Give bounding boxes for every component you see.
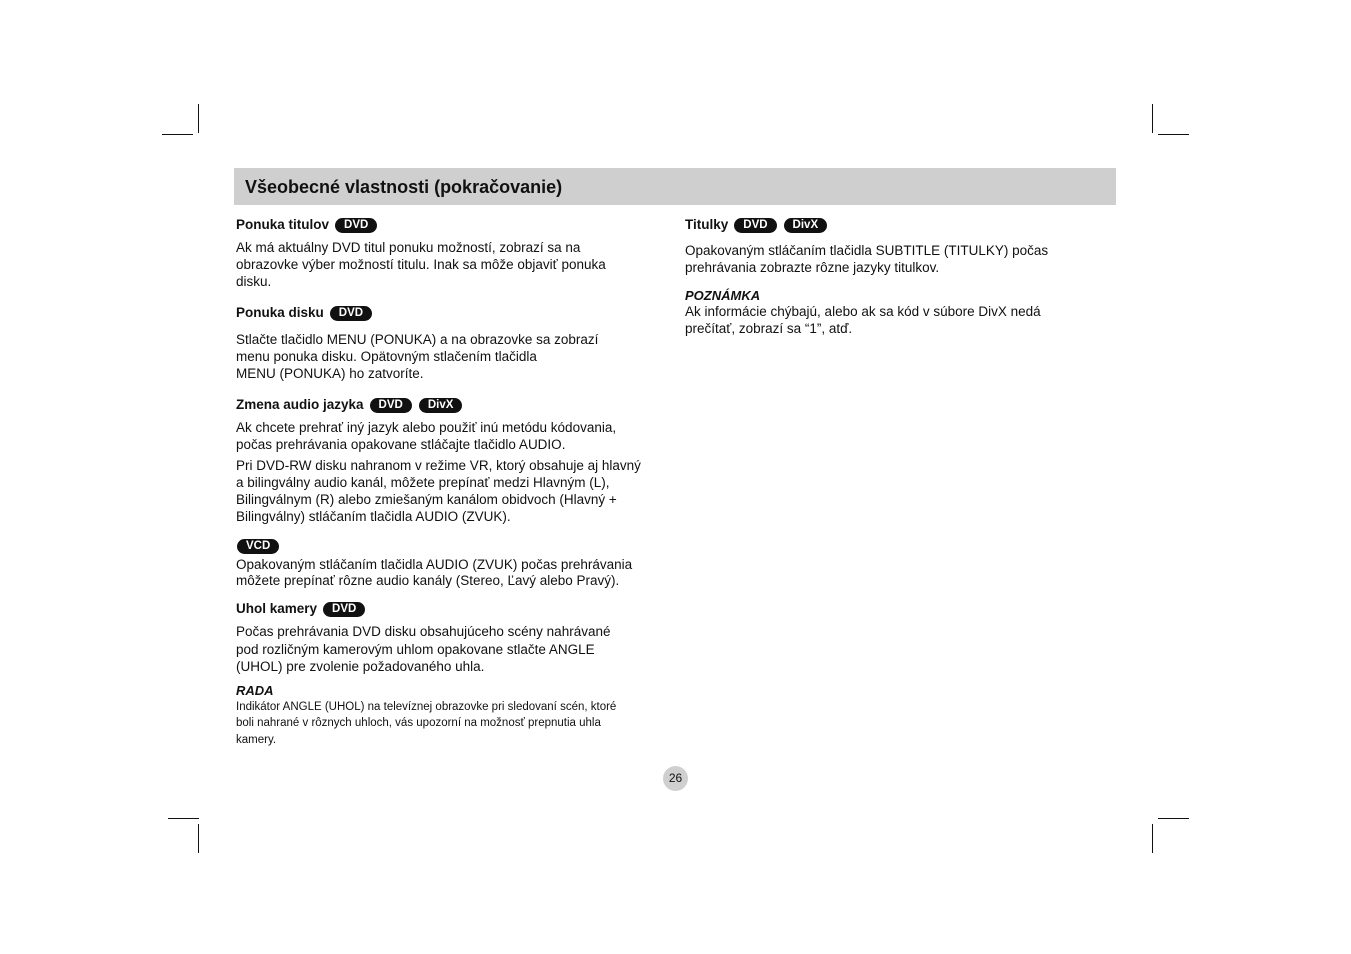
tip-text bbox=[236, 699, 668, 749]
page-title: Všeobecné vlastnosti (pokračovanie) bbox=[245, 177, 563, 197]
section-heading bbox=[236, 600, 668, 618]
body-line: MENU (PONUKA) ho zatvoríte. bbox=[236, 366, 424, 381]
section-heading bbox=[236, 396, 668, 414]
body-line: môžete prepínať rôzne audio kanály (Stereo, Ľavý alebo Pravý). bbox=[236, 572, 620, 588]
body-line: obrazovke výber možností titulu. Inak sa môže objaviť ponuka bbox=[236, 257, 606, 272]
divx-badge: DivX bbox=[784, 218, 828, 233]
body-line: Ak chcete prehrať iný jazyk alebo použiť inú metódu kódovania, bbox=[236, 420, 617, 435]
note-line: Ak informácie chýbajú, alebo ak sa kód v súbore DivX nedá bbox=[685, 304, 1041, 319]
body-line: Bilingválny) stláčaním tlačidla AUDIO (ZVUK). bbox=[236, 509, 511, 524]
body-text bbox=[236, 457, 668, 525]
tip-line: Indikátor ANGLE (UHOL) na televíznej obrazovke pri sledovaní scén, ktoré bbox=[236, 700, 617, 713]
tip-title: RADA bbox=[236, 682, 274, 698]
body-text bbox=[685, 242, 1085, 276]
body-line: a bilingválny audio kanál, môžete prepínať medzi Hlavným (L), bbox=[236, 475, 610, 490]
section-title-menu bbox=[236, 216, 668, 290]
body-line: (UHOL) pre zvolenie požadovaného uhla. bbox=[236, 659, 485, 674]
dvd-badge: DVD bbox=[323, 602, 365, 617]
crop-mark bbox=[1152, 104, 1153, 133]
crop-mark bbox=[168, 818, 199, 819]
body-line: menu ponuka disku. Opätovným stlačením tlačidla bbox=[236, 349, 537, 364]
section-vcd-audio bbox=[236, 539, 668, 588]
section-audio-language bbox=[236, 396, 668, 525]
body-line: počas prehrávania opakovane stláčajte tlačidlo AUDIO. bbox=[236, 437, 566, 452]
body-line: Ak má aktuálny DVD titul ponuku možností, zobrazí sa na bbox=[236, 240, 581, 255]
section-title-bar bbox=[234, 168, 1116, 205]
crop-mark bbox=[198, 824, 199, 853]
body-line: Stlačte tlačidlo MENU (PONUKA) a na obrazovke sa zobrazí bbox=[236, 332, 599, 347]
crop-mark bbox=[1152, 824, 1153, 853]
section-heading bbox=[236, 216, 668, 234]
crop-mark bbox=[1158, 134, 1189, 135]
section-heading bbox=[236, 539, 668, 554]
body-text bbox=[236, 419, 668, 453]
body-text bbox=[236, 331, 668, 382]
body-line: Opakovaným stláčaním tlačidla AUDIO (ZVUK) počas prehrávania bbox=[236, 557, 633, 572]
section-disc-menu bbox=[236, 304, 668, 382]
crop-mark bbox=[198, 104, 199, 133]
section-subtitles bbox=[685, 216, 1085, 337]
note-text bbox=[685, 304, 1085, 337]
body-line: Pri DVD-RW disku nahranom v režime VR, ktorý obsahuje aj hlavný bbox=[236, 458, 641, 473]
dvd-badge: DVD bbox=[330, 306, 372, 321]
dvd-badge: DVD bbox=[734, 218, 776, 233]
body-line: pod rozličným kamerovým uhlom opakovane stlačte ANGLE bbox=[236, 641, 595, 657]
left-column bbox=[236, 216, 668, 748]
dvd-badge: DVD bbox=[335, 218, 377, 233]
heading-text: Ponuka disku bbox=[236, 305, 324, 320]
section-heading bbox=[236, 304, 668, 322]
crop-mark bbox=[162, 134, 193, 135]
heading-text: Ponuka titulov bbox=[236, 217, 330, 232]
note-title: POZNÁMKA bbox=[685, 288, 761, 303]
body-text bbox=[236, 557, 668, 588]
section-camera-angle bbox=[236, 600, 668, 748]
body-line: Počas prehrávania DVD disku obsahujúceho scény nahrávané bbox=[236, 624, 611, 639]
vcd-badge: VCD bbox=[237, 539, 279, 554]
crop-mark bbox=[1158, 818, 1189, 819]
right-column bbox=[685, 216, 1085, 337]
tip-line: kamery. bbox=[236, 733, 277, 746]
section-heading bbox=[685, 216, 1085, 234]
tip-line: boli nahrané v rôznych uhloch, vás upozorní na možnosť prepnutia uhla bbox=[236, 717, 601, 729]
body-text bbox=[236, 239, 668, 290]
body-line: Bilingválnym (R) alebo zmiešaným kanálom obidvoch (Hlavný + bbox=[236, 492, 617, 507]
body-line: disku. bbox=[236, 274, 272, 289]
body-line: Opakovaným stláčaním tlačidla SUBTITLE (TITULKY) počas bbox=[685, 243, 1049, 258]
page-number: 26 bbox=[663, 766, 688, 791]
note-line: prečítať, zobrazí sa “1”, atď. bbox=[685, 320, 853, 336]
heading-text: Titulky bbox=[685, 217, 729, 232]
body-text bbox=[236, 623, 668, 676]
heading-text: Zmena audio jazyka bbox=[236, 397, 364, 412]
heading-text: Uhol kamery bbox=[236, 601, 318, 616]
dvd-badge: DVD bbox=[370, 398, 412, 413]
divx-badge: DivX bbox=[419, 398, 463, 413]
body-line: prehrávania zobrazte rôzne jazyky titulkov. bbox=[685, 260, 940, 275]
